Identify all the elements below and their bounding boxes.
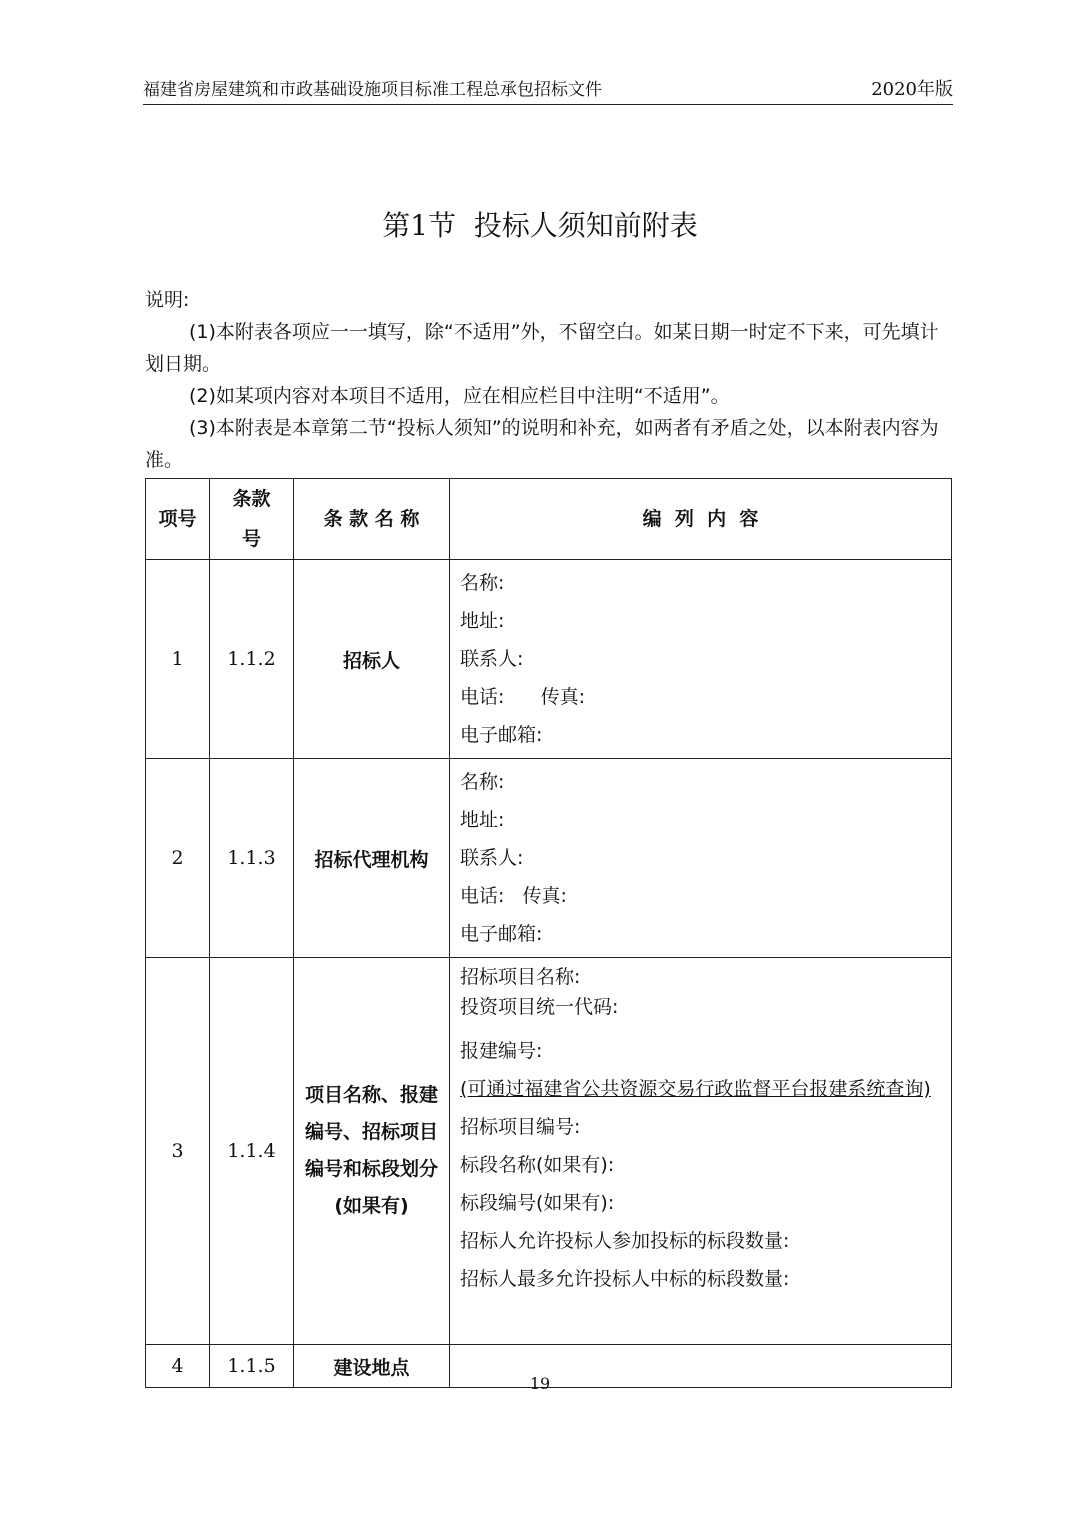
content-line: 招标人最多允许投标人中标的标段数量:	[460, 1268, 790, 1290]
row-clause-name: 招标人	[294, 560, 450, 759]
content-line: 地址:	[460, 809, 505, 831]
page-header	[143, 76, 953, 105]
row-clause-no: 1.1.3	[210, 759, 294, 958]
row-item-no: 1	[146, 560, 210, 759]
header-clause-no-line1: 条款	[232, 488, 271, 510]
document-title: 福建省房屋建筑和市政基础设施项目标准工程总承包招标文件	[143, 80, 602, 100]
content-line: 电子邮箱:	[460, 923, 543, 945]
content-line: 联系人:	[460, 648, 524, 670]
row-item-no: 3	[146, 958, 210, 1345]
row-clause-no: 1.1.4	[210, 958, 294, 1345]
header-item-no: 项号	[146, 479, 210, 560]
front-attachment-table	[145, 478, 952, 1388]
row-item-no: 2	[146, 759, 210, 958]
section-title: 第1节 投标人须知前附表	[382, 209, 698, 242]
notes	[145, 284, 955, 476]
row-clause-no: 1.1.5	[210, 1345, 294, 1388]
table-row	[146, 560, 952, 759]
page-number: 19	[529, 1374, 551, 1393]
row-clause-name: 项目名称、报建编号、招标项目编号和标段划分(如果有)	[294, 958, 450, 1345]
notes-heading: 说明:	[145, 289, 190, 311]
content-line: 电话: 传真:	[460, 686, 586, 708]
header-clause-no	[210, 479, 294, 560]
row-clause-name: 招标代理机构	[294, 759, 450, 958]
content-line: 电子邮箱:	[460, 724, 543, 746]
row-clause-no: 1.1.2	[210, 560, 294, 759]
edition-label: 2020年版	[871, 79, 953, 100]
row-content	[450, 958, 952, 1345]
content-line: 招标项目名称:	[460, 966, 581, 988]
table-row	[146, 958, 952, 1345]
content-line: 标段编号(如果有):	[460, 1192, 615, 1214]
content-line: 名称:	[460, 572, 505, 594]
content-line: 联系人:	[460, 847, 524, 869]
note-item-1: (1)本附表各项应一一填写，除“不适用”外，不留空白。如某日期一时定不下来，可先填计划日期。	[145, 321, 939, 375]
note-item-3: (3)本附表是本章第二节“投标人须知”的说明和补充，如两者有矛盾之处，以本附表内容为准。	[145, 417, 939, 471]
content-line: 报建编号:	[460, 1040, 543, 1062]
content-line: 招标项目编号:	[460, 1116, 581, 1138]
content-line: 招标人允许投标人参加投标的标段数量:	[460, 1230, 790, 1252]
content-line: 标段名称(如果有):	[460, 1154, 615, 1176]
row-item-no: 4	[146, 1345, 210, 1388]
note-item-2: (2)如某项内容对本项目不适用，应在相应栏目中注明“不适用”。	[189, 385, 730, 407]
row-clause-name: 建设地点	[294, 1345, 450, 1388]
content-line: 名称:	[460, 771, 505, 793]
report-system-hint-link[interactable]: (可通过福建省公共资源交易行政监督平台报建系统查询)	[460, 1078, 931, 1100]
content-line: 地址:	[460, 610, 505, 632]
row-content	[450, 759, 952, 958]
content-line: 投资项目统一代码:	[460, 996, 619, 1018]
table-row	[146, 759, 952, 958]
row-content	[450, 560, 952, 759]
content-line: 电话: 传真:	[460, 885, 567, 907]
header-clause-name: 条 款 名 称	[294, 479, 450, 560]
header-content: 编 列 内 容	[450, 479, 952, 560]
table-header-row	[146, 479, 952, 560]
header-clause-no-line2: 号	[241, 528, 261, 550]
